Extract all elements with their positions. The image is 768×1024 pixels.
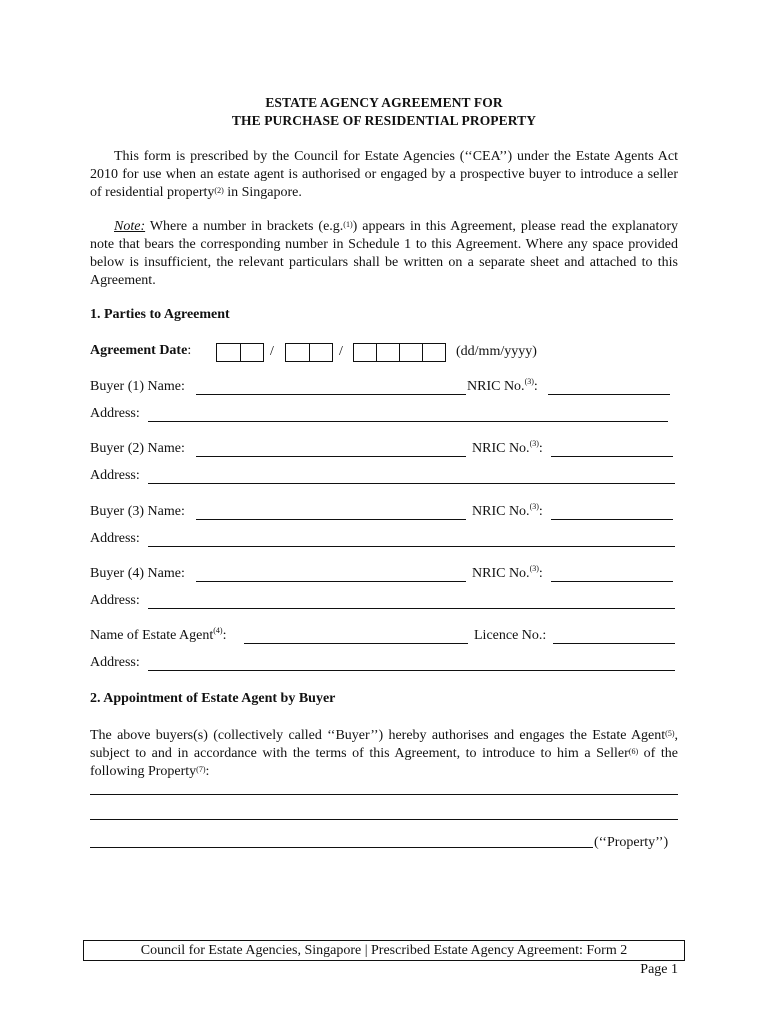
buyer-3-name-field[interactable] [196,504,466,520]
buyer-4-address-field[interactable] [148,593,675,609]
buyer-1-name-field[interactable] [196,379,466,395]
buyer-4-name-field[interactable] [196,566,466,582]
footer-box: Council for Estate Agencies, Singapore | Prescribed Estate Agency Agreement: Form 2 [83,940,685,961]
document-title-line-2: THE PURCHASE OF RESIDENTIAL PROPERTY [231,113,537,128]
buyer-2-row: Buyer (2) Name: NRIC No.$^{(3)}$: [90,441,680,459]
date-month-boxes[interactable] [285,343,333,362]
licence-label: Licence No.: [474,628,547,643]
date-slash-2: / [339,344,343,359]
date-slash-1: / [270,344,274,359]
property-line-3[interactable] [90,847,593,848]
property-label: (‘‘Property’’) [594,835,669,850]
estate-agent-address-field[interactable] [148,655,675,671]
nric-label: NRIC No.$^{(3)}$: [472,439,543,456]
buyer-4-row: Buyer (4) Name: NRIC No.$^{(3)}$: [90,566,680,584]
buyer-1-row: Buyer (1) Name: NRIC No.$^{(3)}$: [90,379,680,397]
intro-paragraph: This form is prescribed by the Council for Estate Agencies (‘‘CEA’’) under the Estate Agents Act 2010 for use when an estate agent is authorised or engaged by a prospective buyer to introduce a seller of residential property$^{(2)}$ in Singapore. [90,149,678,200]
buyer-2-name-field[interactable] [196,441,466,457]
note-paragraph: Note: Where a number in brackets (e.g.$^{(1)}$) appears in this Agreement, please read the explanatory note that bears the corresponding number in Schedule 1 to this Agreement. Where any space provided below is insufficient, the relevant particulars shall be written on a separate sheet and attached to this Agreement. [90,219,678,288]
buyer-3-nric-field[interactable] [551,504,673,520]
buyer-1-nric-field[interactable] [548,379,670,395]
property-line-1[interactable] [90,794,678,795]
estate-agent-label: Name of Estate Agent$^{(4)}$: [90,626,227,643]
section-1-heading: 1. Parties to Agreement [90,307,230,322]
buyer-1-address-row: Address: [90,406,680,424]
appointment-paragraph: The above buyers(s) (collectively called ‘‘Buyer’’) hereby authorises and engages the Estate Agent$^{(5)}$, subject to and in accordance with the terms of this Agreement, to introduce to him a Seller$^{(6)}$ of the following Property$^{(7)}$: [90,728,678,779]
estate-agent-name-field[interactable] [244,628,468,644]
buyer-3-row: Buyer (3) Name: NRIC No.$^{(3)}$: [90,504,680,522]
note-label: Note: [114,219,146,234]
buyer-4-address-row: Address: [90,593,680,611]
nric-label: NRIC No.$^{(3)}$: [467,377,538,394]
date-format-hint: (dd/mm/yyyy) [456,344,537,359]
nric-label: NRIC No.$^{(3)}$: [472,564,543,581]
page-number: Page 1 [640,962,678,977]
agreement-date-label: Agreement Date [90,343,188,358]
buyer-1-address-field[interactable] [148,406,668,422]
estate-agent-row [90,628,680,646]
buyer-2-address-field[interactable] [148,468,675,484]
agreement-date-row: Agreement Date: [90,343,192,358]
date-day-boxes[interactable] [216,343,264,362]
buyer-4-nric-field[interactable] [551,566,673,582]
property-line-2[interactable] [90,819,678,820]
section-2-heading: 2. Appointment of Estate Agent by Buyer [90,691,336,706]
buyer-3-address-row: Address: [90,531,680,549]
nric-label: NRIC No.$^{(3)}$: [472,502,543,519]
buyer-3-address-field[interactable] [148,531,675,547]
buyer-2-address-row: Address: [90,468,680,486]
licence-number-field[interactable] [553,628,675,644]
buyer-2-nric-field[interactable] [551,441,673,457]
estate-agent-address-row: Address: [90,655,680,673]
date-year-boxes[interactable] [353,343,446,362]
document-title-line-1: ESTATE AGENCY AGREEMENT FOR [265,95,503,110]
